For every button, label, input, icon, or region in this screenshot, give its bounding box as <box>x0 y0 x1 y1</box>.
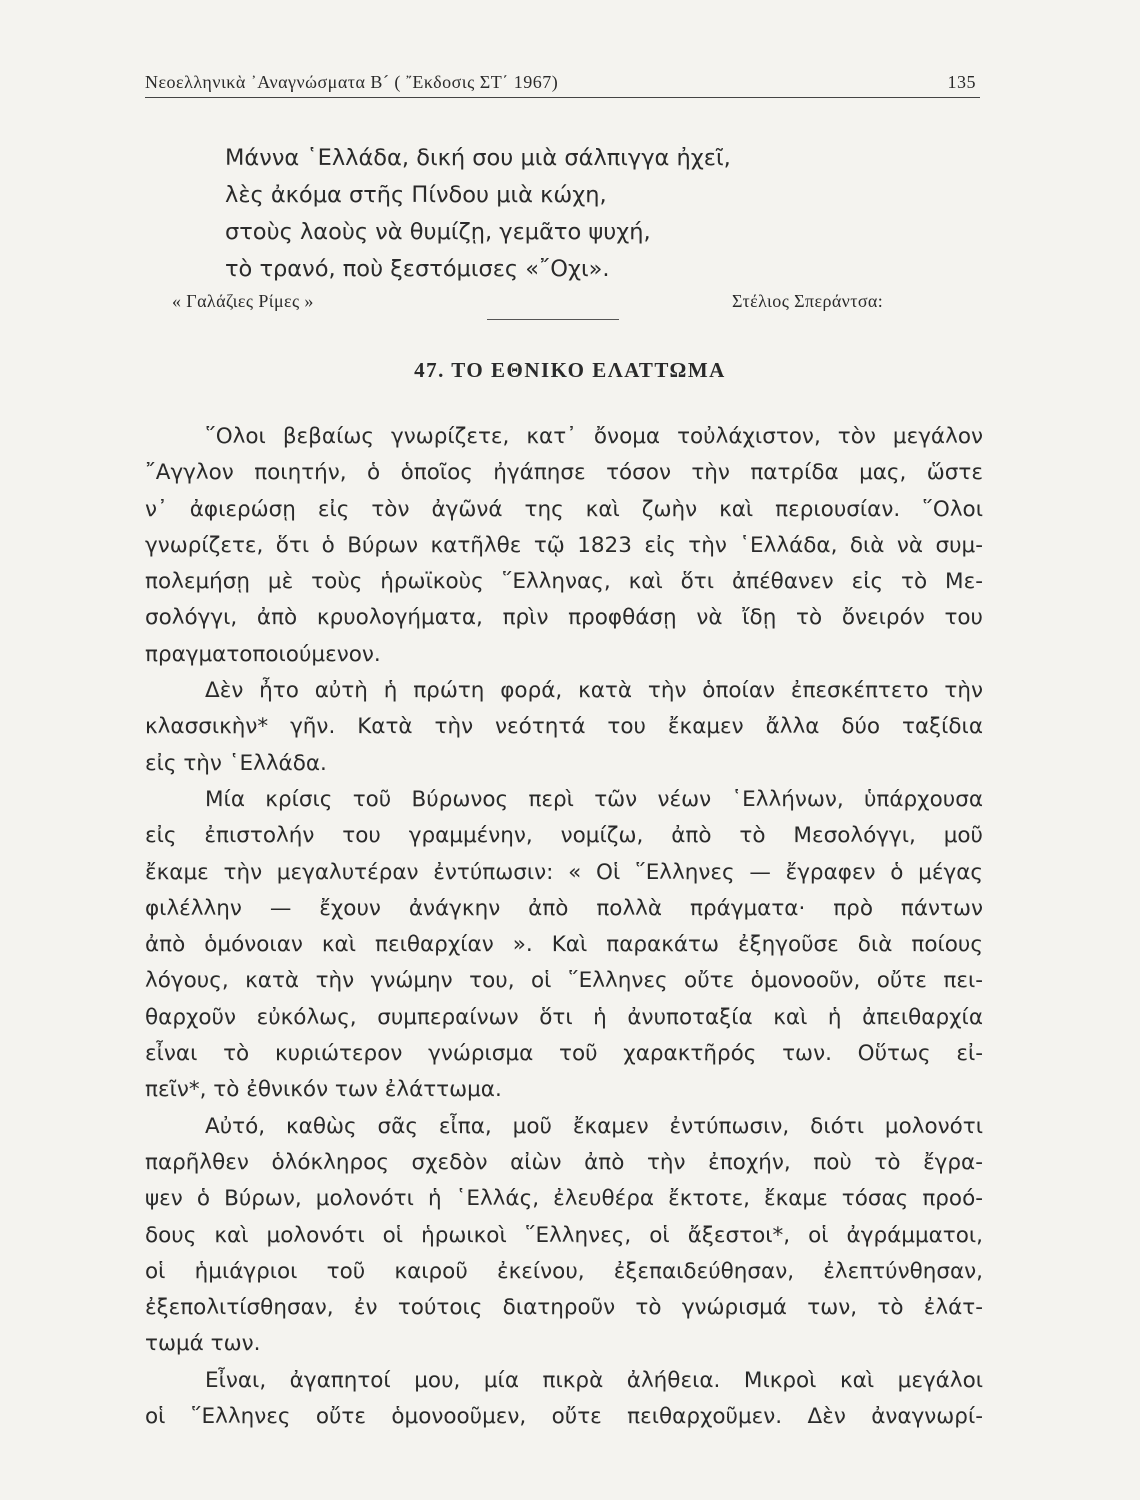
body-line: φιλέλλην — ἔχουν ἀνάγκην ἀπὸ πολλὰ πράγματα· πρὸ πάντων <box>145 895 983 921</box>
poem-line: λὲς ἀκόμα στῆς Πίνδου μιὰ κώχη, <box>225 182 607 208</box>
running-header <box>145 72 980 98</box>
body-line: ῎Αγγλον ποιητήν, ὁ ὁποῖος ἠγάπησε τόσον τὴν πατρίδα μας, ὥστε <box>145 460 983 486</box>
poem-source: « Γαλάζιες Ρίμες » <box>172 291 314 311</box>
poem-excerpt <box>225 140 945 288</box>
body-line: ῞Ολοι βεβαίως γνωρίζετε, κατ᾿ ὄνομα τοὐλάχιστον, τὸν μεγάλον <box>205 424 983 449</box>
body-line: δους καὶ μολονότι οἱ ἡρωικοὶ ῞Ελληνες, οἱ ἄξεστοι*, οἱ ἀγράμματοι, <box>145 1222 983 1248</box>
body-line: πραγματοποιούμενον. <box>145 641 381 667</box>
running-title: Νεοελληνικὰ ᾿Αναγνώσματα Β´ ( ῎Εκδοσις ΣΤ΄ 1967) <box>145 72 559 92</box>
chapter-title: 47. ΤΟ ΕΘΝΙΚΟ ΕΛΑΤΤΩΜΑ <box>414 358 726 382</box>
poem-line: στοὺς λαοὺς νὰ θυμίζῃ, γεμᾶτο ψυχή, <box>225 219 651 245</box>
body-line: γνωρίζετε, ὅτι ὁ Βύρων κατῆλθε τῷ 1823 εἰς τὴν ῾Ελλάδα, διὰ νὰ συμ- <box>145 532 983 558</box>
body-line: ἔκαμε τὴν μεγαλυτέραν ἐντύπωσιν: « Οἱ ῞Ελληνες — ἔγραφεν ὁ μέγας <box>145 859 983 885</box>
body-line: εἶναι τὸ κυριώτερον γνώρισμα τοῦ χαρακτῆρός των. Οὕτως εἰ- <box>145 1041 983 1067</box>
body-line: παρῆλθεν ὁλόκληρος σχεδὸν αἰὼν ἀπὸ τὴν ἐποχήν, ποὺ τὸ ἔγρα- <box>145 1149 983 1175</box>
body-line: κλασσικὴν* γῆν. Κατὰ τὴν νεότητά του ἔκαμεν ἄλλα δύο ταξίδια <box>145 714 983 740</box>
body-line: οἱ ἡμιάγριοι τοῦ καιροῦ ἐκείνου, ἐξεπαιδεύθησαν, ἐλεπτύνθησαν, <box>145 1258 983 1284</box>
body-line: ἐξεπολιτίσθησαν, ἐν τούτοις διατηροῦν τὸ γνώρισμά των, τὸ ἐλάτ- <box>145 1295 983 1321</box>
body-line: πολεμήσῃ μὲ τοὺς ἡρωϊκοὺς ῞Ελληνας, καὶ ὅτι ἀπέθανεν εἰς τὸ Με- <box>145 569 983 595</box>
poem-author: Στέλιος Σπεράντσα: <box>732 291 884 311</box>
poem-line: Μάννα ῾Ελλάδα, δική σου μιὰ σάλπιγγα ἠχεῖ, <box>225 145 731 171</box>
body-line: Δὲν ἦτο αὐτὴ ἡ πρώτη φορά, κατὰ τὴν ὁποίαν ἐπεσκέπτετο τὴν <box>205 678 983 704</box>
body-line: πεῖν*, τὸ ἐθνικόν των ἐλάττωμα. <box>145 1077 502 1103</box>
poem-line: τὸ τρανό, ποὺ ξεστόμισες «῎Οχι». <box>225 256 610 282</box>
body-line: ἀπὸ ὁμόνοιαν καὶ πειθαρχίαν ». Καὶ παρακάτω ἐξηγοῦσε διὰ ποίους <box>145 932 983 958</box>
body-text <box>145 419 983 1435</box>
body-line: θαρχοῦν εὐκόλως, συμπεραίνων ὅτι ἡ ἀνυποταξία καὶ ἡ ἀπειθαρχία <box>145 1004 983 1030</box>
body-line: ν᾿ ἀφιερώσῃ εἰς τὸν ἀγῶνά της καὶ ζωὴν καὶ περιουσίαν. ῞Ολοι <box>145 496 983 522</box>
body-line: εἰς τὴν ῾Ελλάδα. <box>145 750 327 776</box>
body-line: Μία κρίσις τοῦ Βύρωνος περὶ τῶν νέων ῾Ελλήνων, ὑπάρχουσα <box>205 786 983 812</box>
body-line: εἰς ἐπιστολήν του γραμμένην, νομίζω, ἀπὸ τὸ Μεσολόγγι, μοῦ <box>145 823 983 849</box>
page-number: 135 <box>947 72 976 92</box>
body-line: λόγους, κατὰ τὴν γνώμην του, οἱ ῞Ελληνες οὔτε ὁμονοοῦν, οὔτε πει- <box>145 968 983 994</box>
body-line: Αὐτό, καθὼς σᾶς εἶπα, μοῦ ἔκαμεν ἐντύπωσιν, διότι μολονότι <box>205 1113 983 1139</box>
section-divider <box>487 319 619 320</box>
body-line: οἱ ῞Ελληνες οὔτε ὁμονοοῦμεν, οὔτε πειθαρχοῦμεν. Δὲν ἀναγνωρί- <box>145 1404 983 1430</box>
body-line: τωμά των. <box>145 1331 261 1357</box>
body-line: Εἶναι, ἀγαπητοί μου, μία πικρὰ ἀλήθεια. Μικροὶ καὶ μεγάλοι <box>205 1367 983 1393</box>
body-line: ψεν ὁ Βύρων, μολονότι ἡ ῾Ελλάς, ἐλευθέρα ἔκτοτε, ἔκαμε τόσας προό- <box>145 1186 983 1212</box>
body-line: σολόγγι, ἀπὸ κρυολογήματα, πρὶν προφθάσῃ νὰ ἴδῃ τὸ ὄνειρόν του <box>145 605 983 631</box>
